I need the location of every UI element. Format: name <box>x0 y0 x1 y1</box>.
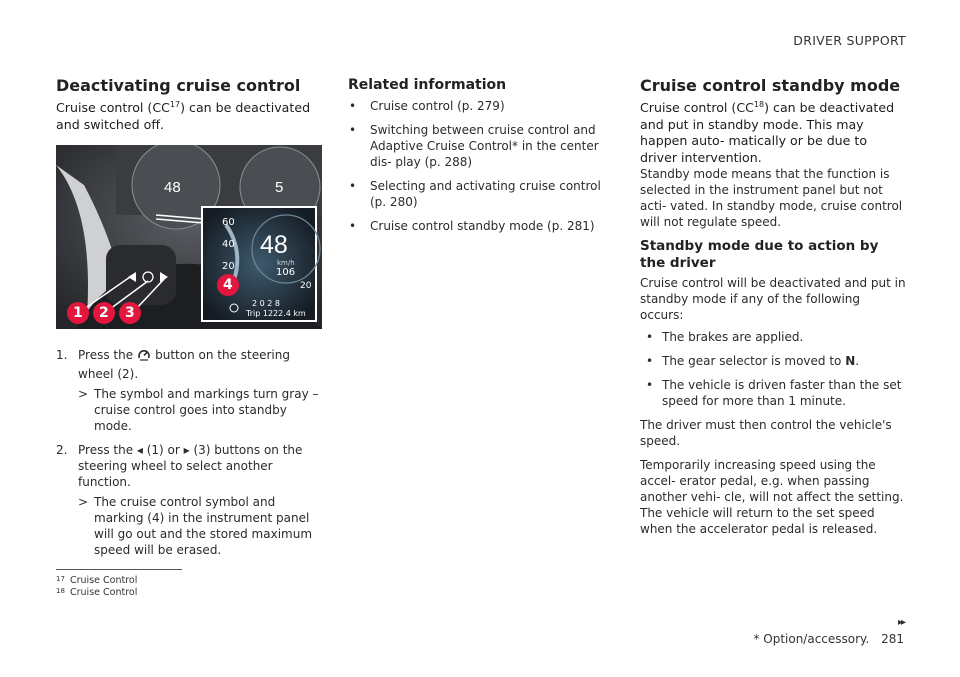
inset-scale-40: 40 <box>222 239 235 250</box>
driver-control-paragraph: The driver must then control the vehicle's speed. <box>640 418 892 448</box>
inset-side-num: 20 <box>300 281 312 291</box>
step-2: 2. Press the ◂ (1) or ▸ (3) buttons on the steering wheel to select another function. > The cruise control symbol and marking (4) in the instrument panel will go out and the stored maximum speed will be erased. <box>56 442 322 558</box>
inset-odometer: 2 0 2 8 <box>252 299 280 308</box>
footnote-17: 17 Cruise Control <box>56 575 138 586</box>
standby-conditions-intro: Cruise control will be deactivated and put in standby mode if any of the following occurs: <box>640 276 906 322</box>
accelerator-paragraph: Temporarily increasing speed using the accel- erator pedal, e.g. when passing another vehi- cle, will not affect the setting. The vehicle will return to the set speed when the accelerator pedal is released. <box>640 458 904 536</box>
footnote-18: 18 Cruise Control <box>56 587 138 598</box>
step-1: 1. Press the button on the steering wheel (2). > The symbol and markings turn gray – cruise control goes into standby mode. <box>56 347 322 434</box>
footnote-ref-18[interactable]: 18 <box>753 100 765 109</box>
condition-brakes: • The brakes are applied. <box>640 329 906 345</box>
instrument-panel-figure <box>56 145 322 329</box>
column-standby-mode <box>640 76 906 545</box>
section-header: DRIVER SUPPORT <box>793 33 906 48</box>
heading-deactivating: Deactivating cruise control <box>56 76 301 95</box>
related-link-cruise-control[interactable]: • Cruise control (p. 279) <box>348 98 610 114</box>
inset-sub-speed: 106 <box>276 267 296 278</box>
option-accessory-note: * Option/accessory. <box>753 632 870 646</box>
callout-4: 4 <box>223 277 233 293</box>
column-related-information <box>348 76 610 242</box>
related-link-switching-acc[interactable]: • Switching between cruise control and Adaptive Cruise Control* in the center dis- play (p. 288) <box>348 122 610 170</box>
lead-deactivating: Cruise control (CC$^{17}$) can be deactivated and switched off. <box>56 100 311 132</box>
column-deactivating <box>56 76 322 566</box>
related-links <box>348 98 610 234</box>
callout-2: 2 <box>99 305 109 321</box>
footnote-ref-17[interactable]: 17 <box>169 100 181 109</box>
heading-related-information: Related information <box>348 77 507 93</box>
inset-speed-big: 48 <box>260 231 288 259</box>
standby-conditions-list <box>640 329 906 409</box>
gauge-speed-small: 48 <box>164 179 181 196</box>
standby-intro: Standby mode means that the function is selected in the instrument panel but not acti- vated. In standby mode, cruise control will not regulate speed. <box>640 167 903 229</box>
next-page-arrow-icon[interactable]: ▸▸ <box>897 617 904 628</box>
step-1-result: > The symbol and markings turn gray – cruise control goes into standby mode. <box>78 387 319 433</box>
footnotes <box>56 574 137 598</box>
callout-3: 3 <box>125 305 135 321</box>
footnote-divider <box>56 569 182 570</box>
inset-scale-20: 20 <box>222 261 235 272</box>
related-link-standby-mode[interactable]: • Cruise control standby mode (p. 281) <box>348 218 610 234</box>
inset-scale-60: 60 <box>222 217 235 228</box>
condition-speeding: • The vehicle is driven faster than the set speed for more than 1 minute. <box>640 377 906 409</box>
inset-trip: Trip 1222.4 km <box>246 309 306 318</box>
callout-1: 1 <box>73 305 83 321</box>
heading-standby-mode: Cruise control standby mode <box>640 76 901 95</box>
condition-gear-selector: • The gear selector is moved to N. <box>640 353 906 369</box>
inset-speed-unit: km/h <box>277 259 295 267</box>
page-number: 281 <box>881 632 904 646</box>
lead-standby: Cruise control (CC$^{18}$) can be deactivated and put in standby mode. This may happen auto- matically or be due to driver intervention. <box>640 100 895 165</box>
heading-standby-driver-action: Standby mode due to action by the driver <box>640 238 879 271</box>
gauge-gear: 5 <box>275 179 284 196</box>
page-footer <box>753 632 904 646</box>
related-link-selecting-activating[interactable]: • Selecting and activating cruise control (p. 280) <box>348 178 610 210</box>
cruise-control-icon <box>137 348 151 366</box>
step-2-result: > The cruise control symbol and marking (4) in the instrument panel will go out and the stored maximum speed will be erased. <box>78 495 313 557</box>
steps-list <box>56 347 322 558</box>
